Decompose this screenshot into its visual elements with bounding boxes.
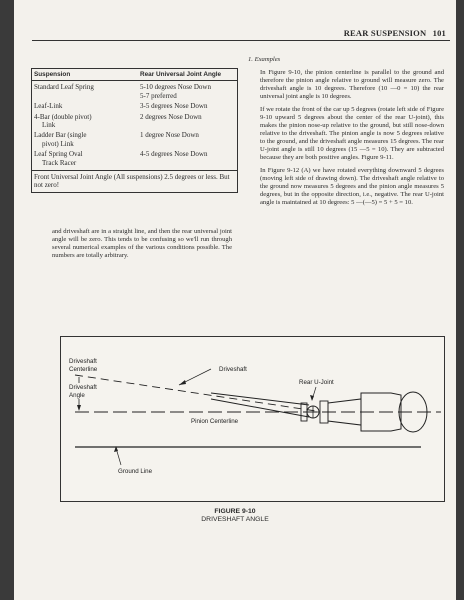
table-row: [32, 148, 237, 167]
label-driveshaft: Driveshaft: [219, 366, 247, 373]
table-footer-note: Front Universal Joint Angle (All suspensions) 2.5 degrees or less. But not zero!: [32, 170, 237, 192]
cell-line: 4-Bar (double pivot): [34, 112, 92, 121]
figure-caption: [14, 508, 456, 524]
driveshaft-angle-diagram: [61, 337, 444, 501]
suspension-type-cell: [34, 113, 140, 130]
suspension-type-cell: [34, 150, 140, 167]
header-title: REAR SUSPENSION: [343, 28, 427, 38]
book-page: [14, 0, 456, 600]
table-row: [32, 111, 237, 130]
label-driveshaft-centerline-2: Centerline: [69, 366, 98, 373]
label-ground-line: Ground Line: [118, 468, 153, 475]
table-header-angle: Rear Universal Joint Angle: [140, 71, 222, 78]
angle-cell: [140, 131, 235, 148]
label-driveshaft-angle-2: Angle: [69, 392, 85, 399]
label-rear-ujoint: Rear U-Joint: [299, 379, 334, 386]
label-driveshaft-angle-1: Driveshaft: [69, 384, 97, 391]
table-row: [32, 100, 237, 110]
table-header-row: [32, 69, 237, 81]
table-row: [32, 81, 237, 100]
driveshaft-centerline: [75, 375, 316, 411]
angle-cell: [140, 83, 235, 100]
suspension-type-cell: [34, 102, 140, 110]
angle-cell: [140, 102, 235, 110]
cell-line: 1 degree Nose Down: [140, 131, 199, 140]
angle-cell: [140, 113, 235, 130]
left-column-text: and driveshaft are in a straight line, and then the rear universal joint angle will be zero. This tends to be confusing so we'll run through several numerical examples of the various conditions possible. The numbers are totally arbitrary.: [52, 228, 232, 259]
paragraph: If we rotate the front of the car up 5 degrees (rotate left side of Figure 9-10 upward 5 degrees about the center of the rear U-joint), this makes the pinion nose-up relative to the ground, but still nose-down relative to the driveshaft. The pinion angle is now 5 degrees relative to the ground, and the driveshaft angle measures 15 degrees. The rear U-joint angle is still 10 degrees (15 —5 = 10). They are subtracted because they are both positive angles. Figure 9-11.: [260, 106, 444, 161]
cell-line: Link: [42, 121, 56, 130]
cell-line: pivot) Link: [42, 139, 74, 148]
cell-line: 4-5 degrees Nose Down: [140, 150, 208, 159]
cell-line: Track Racer: [42, 158, 77, 167]
cell-line: Leaf Spring Oval: [34, 150, 83, 159]
figure-9-10: [60, 336, 445, 502]
arrowhead-icon: [77, 405, 81, 411]
cell-line: Leaf-Link: [34, 102, 63, 111]
examples-heading: 1. Examples: [248, 56, 281, 63]
suspension-angle-table: [31, 68, 238, 193]
driveshaft-tube-top: [211, 393, 309, 405]
table-header-suspension: Suspension: [34, 71, 71, 78]
right-column: [248, 56, 444, 212]
arrowhead-icon: [310, 395, 314, 401]
label-pinion-centerline: Pinion Centerline: [191, 418, 239, 425]
header-page-number: 101: [432, 28, 446, 38]
header-rule: [32, 40, 450, 41]
table-body: [32, 81, 237, 167]
cell-line: Standard Leaf Spring: [34, 83, 94, 92]
paragraph: In Figure 9-10, the pinion centerline is parallel to the ground and therefore the pinion angle relative to ground will measure zero. The driveshaft angle is 10 degrees. Therefore (10 —0 = 10) the rear universal joint angle is 10 degrees.: [260, 69, 444, 100]
running-header: [14, 28, 456, 38]
arrowhead-icon: [179, 380, 186, 385]
figure-number: FIGURE 9-10: [214, 508, 256, 515]
cell-line: 3-5 degrees Nose Down: [140, 102, 208, 111]
cell-line: 5-10 degrees Nose Down: [140, 83, 211, 92]
figure-title: DRIVESHAFT ANGLE: [201, 516, 269, 523]
suspension-type-cell: [34, 131, 140, 148]
cell-line: Ladder Bar (single: [34, 131, 87, 140]
paragraph: In Figure 9-12 (A) we have rotated everything downward 5 degrees (moving left side of drawing down). The driveshaft angle relative to the ground now measures 5 degrees and the pinion angle measures 5 degrees, but in the opposite direction, i.e., negative. The rear U-joint angle is maintained at 10 degrees: 5 —(—5) = 5 + 5 = 10.: [260, 167, 444, 206]
cell-line: 5-7 preferred: [140, 91, 177, 100]
cell-line: 2 degrees Nose Down: [140, 112, 202, 121]
table-row: [32, 129, 237, 148]
angle-cell: [140, 150, 235, 167]
suspension-type-cell: [34, 83, 140, 100]
label-driveshaft-centerline-1: Driveshaft: [69, 358, 97, 365]
